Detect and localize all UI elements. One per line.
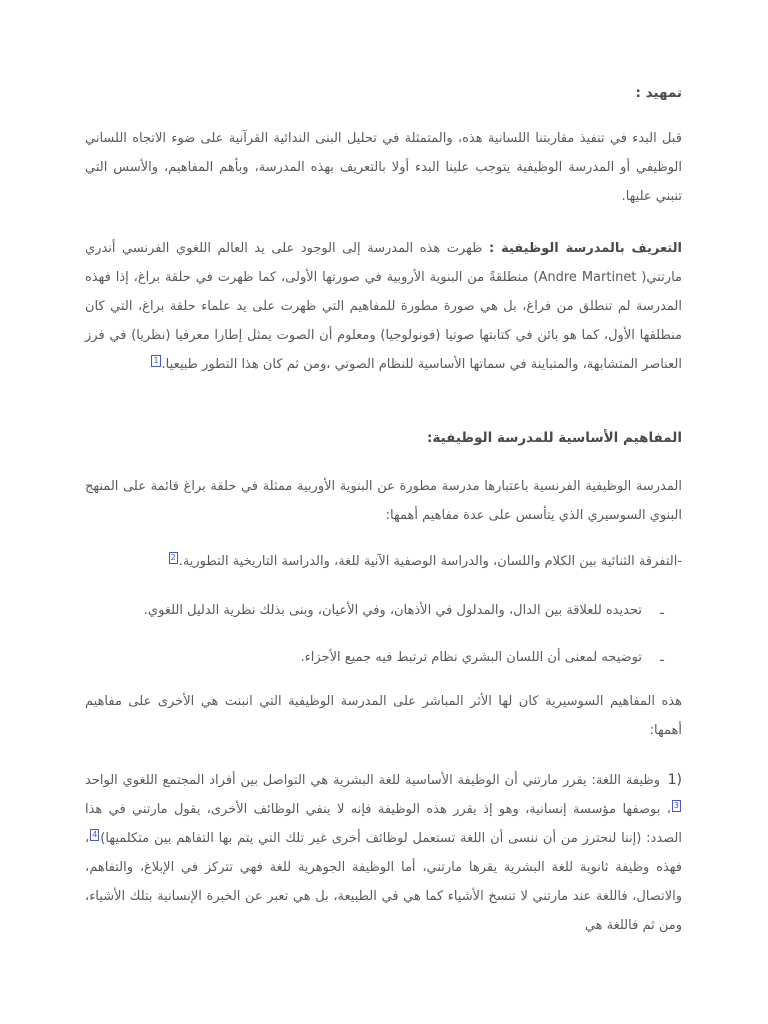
item1-text-1: وظيفة اللغة: يقرر مارتني أن الوظيفة الأساسية للغة البشرية هي التواصل بين أفراد المجتمع اللغوي الواحد: [85, 773, 660, 788]
bullet-dash: ـ: [660, 603, 664, 618]
footnote-ref-1[interactable]: 1: [153, 355, 159, 365]
concepts-heading: المفاهيم الأساسية للمدرسة الوظيفية:: [427, 430, 682, 446]
item1-text-3: ، فهذه وظيفة ثانوية للغة البشرية يقرها مارتني، أما الوظيفة الجوهرية للغة فهي تتركز في الإبلاغ، والتفاهم، والاتصال، فاللغة عند مارتني لا تنسخ الأشياء كما هي في الطبيعة، بل هي تعبر عن الخبرة الإنسانية بتلك الأشياء، ومن ثم فاللغة هي: [85, 831, 682, 933]
footnote-ref-3[interactable]: 3: [673, 800, 679, 810]
definition-text: ظهرت هذه المدرسة إلى الوجود على يد العالم اللغوي الفرنسي أندري مارتني( Andre Martinet) منطلقةً من البنوية الأروبية في صورتها الأولى، كما ظهرت في حلقة براغ، إذا فهذه المدرسة لم تنطلق من فراغ، بل هي صورة مطورة للمفاهيم التي ظهرت على يد علماء حلقة براغ، التي كان منطلقها الأول، كما هو بائن في كتابتها صوتيا (فونولوجيا) ومعلوم أن الصوت يمثل إطارا معرفيا (نظريا) في فرز العناصر المتشابهة، والمتباينة في سماتها الأساسية للنظام الصوتي ،ومن ثم كان هذا التطور طبيعيا.: [85, 241, 682, 372]
numbered-item-1: [85, 766, 682, 940]
bullet-item-1: [85, 547, 682, 576]
bullet-text-2: تحديده للعلاقة بين الدال، والمدلول في الأذهان، وفي الأعيان، وبنى بذلك نظرية الدليل اللغوي.: [143, 603, 642, 618]
definition-paragraph: [85, 234, 682, 379]
intro-paragraph: قبل البدء في تنفيذ مقاربتنا اللسانية هذه، والمتمثلة في تحليل البنى الندائية القرآنية على ضوء الاتجاه اللساني الوظيفي أو المدرسة الوظيفية يتوجب علينا البدء أولا بالتعريف بهذه المدرسة، وبأهم المفاهيم، والأسس التي تنبني عليها.: [85, 131, 682, 204]
definition-lead: التعريف بالمدرسة الوظيفية :: [488, 241, 682, 256]
bullet-item-3: [85, 643, 682, 672]
concepts-paragraph: المدرسة الوظيفية الفرنسية باعتبارها مدرسة مطورة عن البنوية الأوربية ممثلة في حلقة براغ قائمة على المنهج البنوي السوسيري الذي يتأسس على عدة مفاهيم أهمها:: [85, 479, 682, 523]
footnote-ref-2[interactable]: 2: [170, 552, 176, 562]
footnote-ref-4[interactable]: 4: [92, 829, 98, 839]
bullet-text-1: -التفرقة الثنائية بين الكلام واللسان، والدراسة الوصفية الآنية للغة، والدراسة التاريخية التطورية.: [178, 554, 682, 569]
bullet-text-3: توضيحه لمعنى أن اللسان البشري نظام ترتبط فيه جميع الأجزاء.: [300, 650, 642, 665]
intro-heading: تمهيد :: [635, 85, 682, 101]
bullet-item-2: [85, 596, 682, 625]
item1-text-2: ، بوصفها مؤسسة إنسانية، وهو إذ يقرر هذه الوظيفة فإنه لا ينفي الوظائف الأخرى، يقول مارتني في هذا الصدد: (إننا لنحترز من أن ننسى أن اللغة تستعمل لوظائف أخرى غير تلك التي يتم بها التفاهم بين متكلميها): [85, 802, 682, 846]
saussure-paragraph: هذه المفاهيم السوسيرية كان لها الأثر المباشر على المدرسة الوظيفية التي انبنت هي الأخرى على مفاهيم أهمها:: [85, 694, 682, 738]
bullet-dash: ـ: [660, 650, 664, 665]
item-number: (1: [667, 772, 682, 788]
